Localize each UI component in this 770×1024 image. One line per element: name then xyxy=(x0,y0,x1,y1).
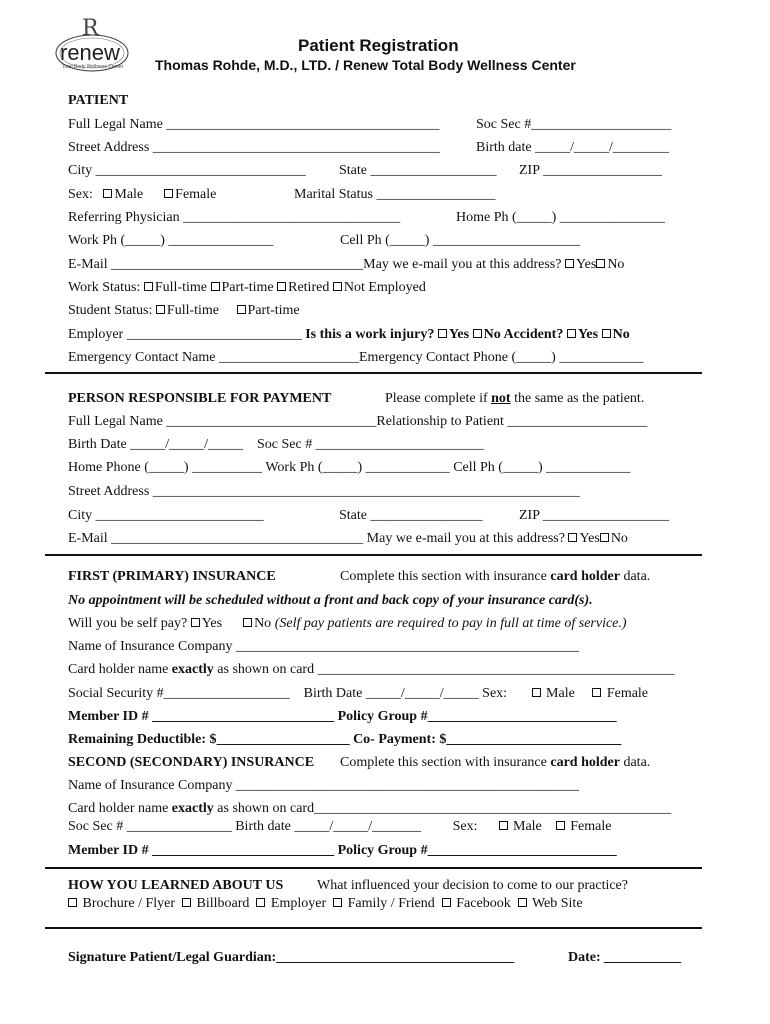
payer-work-ph-label: Work Ph ( xyxy=(265,460,323,475)
home-ph-field[interactable]: _____) _______________ xyxy=(516,210,665,225)
logo xyxy=(52,16,132,80)
payer-email-yes-checkbox[interactable] xyxy=(568,533,577,542)
payer-city-label: City xyxy=(68,508,93,523)
employer-option-label: Employer xyxy=(270,896,327,911)
referring-physician-label: Referring Physician xyxy=(68,210,180,225)
payer-birth-date-label: Birth Date xyxy=(68,437,127,452)
emergency-phone-label: Emergency Contact Phone ( xyxy=(358,350,517,365)
cell-ph-label: Cell Ph ( xyxy=(340,233,390,248)
primary-female-label: Female xyxy=(606,686,649,701)
insurance-company-label: Name of Insurance Company xyxy=(68,639,233,654)
zip-label: ZIP xyxy=(519,163,540,178)
full-legal-name-label: Full Legal Name xyxy=(68,117,163,132)
city-field[interactable]: ______________________________ xyxy=(95,163,306,178)
self-pay-note: (Self pay patients are required to pay in full at time of service.) xyxy=(274,616,627,631)
soc-sec-field[interactable]: ____________________ xyxy=(531,117,672,132)
primary-birth-date-label: Birth Date xyxy=(303,686,363,701)
emergency-name-label: Emergency Contact Name xyxy=(68,350,216,365)
signature-label: Signature Patient/Legal Guardian: xyxy=(68,950,277,965)
payer-email-field[interactable]: ____________________________________ xyxy=(111,531,364,546)
street-address-field[interactable]: _________________________________________ xyxy=(152,140,440,155)
co-payment-label: Co- Payment: $ xyxy=(353,732,447,747)
payment-heading: PERSON RESPONSIBLE FOR PAYMENT xyxy=(68,391,332,406)
home-ph-label: Home Ph ( xyxy=(456,210,517,225)
payer-cell-ph-label: Cell Ph ( xyxy=(453,460,503,475)
payer-state-field[interactable]: ________________ xyxy=(370,508,483,523)
primary-female-checkbox[interactable] xyxy=(592,688,601,697)
student-status-label: Student Status: xyxy=(68,303,153,318)
date-field[interactable]: ___________ xyxy=(604,950,682,965)
page-subtitle: Thomas Rohde, M.D., LTD. / Renew Total Body Wellness Center xyxy=(155,57,576,73)
secondary-female-label: Female xyxy=(570,819,612,834)
secondary-policy-group-field[interactable]: ___________________________ xyxy=(427,843,617,858)
not-employed-label: Not Employed xyxy=(343,280,426,295)
web-site-label: Web Site xyxy=(531,896,583,911)
self-pay-yes-label: Yes xyxy=(201,616,223,631)
female-checkbox[interactable] xyxy=(164,189,173,198)
billboard-checkbox[interactable] xyxy=(182,898,191,907)
work-injury-yes-label: Yes xyxy=(448,327,470,342)
payer-state-label: State xyxy=(339,508,367,523)
social-security-label: Social Security # xyxy=(68,686,164,701)
social-security-field[interactable]: __________________ xyxy=(163,686,290,701)
street-address-label: Street Address xyxy=(68,140,150,155)
student-part-time-label: Part-time xyxy=(247,303,300,318)
payer-email-yes-label: Yes xyxy=(579,531,600,546)
relationship-label: Relationship to Patient xyxy=(376,414,504,429)
self-pay-question: Will you be self pay? xyxy=(68,616,188,631)
work-full-time-checkbox[interactable] xyxy=(144,282,153,291)
learned-heading: HOW YOU LEARNED ABOUT US xyxy=(68,878,284,893)
marital-status-label: Marital Status xyxy=(294,187,373,202)
secondary-card-holder-field[interactable]: ___________________________________________________ xyxy=(314,801,672,816)
remaining-deductible-label: Remaining Deductible: $ xyxy=(68,732,217,747)
payer-home-phone-field[interactable]: _____) __________ xyxy=(148,460,263,475)
patient-heading: PATIENT xyxy=(68,93,129,108)
work-ph-label: Work Ph ( xyxy=(68,233,126,248)
primary-sex-label: Sex: xyxy=(482,686,508,701)
remaining-deductible-field[interactable]: ___________________ xyxy=(216,732,350,747)
may-email-label: May we e-mail you at this address? xyxy=(363,257,562,272)
primary-birth-date-field[interactable]: _____/_____/_____ xyxy=(365,686,479,701)
state-field[interactable]: __________________ xyxy=(370,163,497,178)
payer-home-phone-label: Home Phone ( xyxy=(68,460,149,475)
accident-yes-checkbox[interactable] xyxy=(567,329,576,338)
insurance-card-warning: No appointment will be scheduled without a front and back copy of your insurance card(s). xyxy=(68,593,593,608)
accident-no-label: No xyxy=(612,327,630,342)
section-divider xyxy=(45,927,702,929)
employer-checkbox[interactable] xyxy=(256,898,265,907)
payer-full-legal-name-field[interactable]: ______________________________ xyxy=(166,414,377,429)
payer-zip-field[interactable]: __________________ xyxy=(542,508,669,523)
work-injury-yes-checkbox[interactable] xyxy=(438,329,447,338)
payer-street-address-field[interactable]: _____________________________________________________________ xyxy=(152,484,580,499)
email-yes-label: Yes xyxy=(575,257,597,272)
family-friend-checkbox[interactable] xyxy=(333,898,342,907)
policy-group-field[interactable]: ___________________________ xyxy=(427,709,617,724)
student-part-time-checkbox[interactable] xyxy=(237,305,246,314)
payer-soc-sec-field[interactable]: ________________________ xyxy=(315,437,484,452)
student-full-time-label: Full-time xyxy=(166,303,220,318)
secondary-male-label: Male xyxy=(513,819,542,834)
payer-city-field[interactable]: ________________________ xyxy=(95,508,264,523)
male-checkbox[interactable] xyxy=(103,189,112,198)
retired-label: Retired xyxy=(288,280,330,295)
work-injury-label: Is this a work injury? xyxy=(305,327,435,342)
payer-email-no-checkbox[interactable] xyxy=(600,533,609,542)
emergency-phone-field[interactable]: _____) ____________ xyxy=(516,350,644,365)
secondary-female-checkbox[interactable] xyxy=(556,821,565,830)
work-ph-field[interactable]: _____) _______________ xyxy=(125,233,274,248)
primary-male-label: Male xyxy=(546,686,575,701)
learned-options xyxy=(68,896,583,912)
web-site-checkbox[interactable] xyxy=(518,898,527,907)
payer-soc-sec-label: Soc Sec # xyxy=(257,437,313,452)
payer-birth-date-field[interactable]: _____/_____/_____ xyxy=(130,437,243,452)
email-no-checkbox[interactable] xyxy=(596,259,605,268)
emergency-name-field[interactable]: ____________________ xyxy=(218,350,359,365)
employer-label: Employer xyxy=(68,327,124,342)
cell-ph-field[interactable]: _____) _____________________ xyxy=(389,233,580,248)
card-holder-field[interactable]: ___________________________________________________ xyxy=(317,662,675,677)
accident-label: Accident? xyxy=(503,327,564,342)
section-divider xyxy=(45,554,702,556)
card-holder-label: Card holder name exactly as shown on card xyxy=(68,662,315,677)
state-label: State xyxy=(339,163,367,178)
section-divider xyxy=(45,372,702,374)
soc-sec-label: Soc Sec # xyxy=(476,117,532,132)
email-label: E-Mail xyxy=(68,257,108,272)
facebook-label: Facebook xyxy=(456,896,511,911)
city-label: City xyxy=(68,163,93,178)
work-status-label: Work Status: xyxy=(68,280,141,295)
student-full-time-checkbox[interactable] xyxy=(156,305,165,314)
learned-question: What influenced your decision to come to our practice? xyxy=(317,878,628,893)
email-field[interactable]: ____________________________________ xyxy=(111,257,364,272)
self-pay-no-checkbox[interactable] xyxy=(243,618,252,627)
secondary-birth-date-label: Birth date xyxy=(235,819,291,834)
payer-work-ph-field[interactable]: _____) ____________ xyxy=(322,460,450,475)
logo-mark: R xyxy=(82,16,99,41)
email-yes-checkbox[interactable] xyxy=(565,259,574,268)
secondary-policy-group-label: Policy Group # xyxy=(337,843,428,858)
brochure-label: Brochure / Flyer xyxy=(82,896,176,911)
family-friend-label: Family / Friend xyxy=(347,896,435,911)
page-title: Patient Registration xyxy=(298,36,459,55)
member-id-label: Member ID # xyxy=(68,709,149,724)
co-payment-field[interactable]: _________________________ xyxy=(446,732,622,747)
birth-date-label: Birth date xyxy=(476,140,532,155)
self-pay-yes-checkbox[interactable] xyxy=(191,618,200,627)
zip-field[interactable]: _________________ xyxy=(542,163,662,178)
secondary-sex-label: Sex: xyxy=(452,819,478,834)
member-id-field[interactable]: __________________________ xyxy=(152,709,335,724)
secondary-birth-date-field[interactable]: _____/_____/_______ xyxy=(294,819,422,834)
retired-checkbox[interactable] xyxy=(277,282,286,291)
brochure-checkbox[interactable] xyxy=(68,898,77,907)
secondary-note: Complete this section with insurance card holder data. xyxy=(340,755,651,770)
male-label: Male xyxy=(114,187,144,202)
secondary-card-holder-label: Card holder name exactly as shown on card xyxy=(68,801,315,816)
not-employed-checkbox[interactable] xyxy=(333,282,342,291)
facebook-checkbox[interactable] xyxy=(442,898,451,907)
logo-name: renew xyxy=(60,40,120,65)
policy-group-label: Policy Group # xyxy=(337,709,428,724)
work-injury-no-checkbox[interactable] xyxy=(473,329,482,338)
full-legal-name-field[interactable]: _______________________________________ xyxy=(166,117,440,132)
secondary-insurance-company-label: Name of Insurance Company xyxy=(68,778,233,793)
referring-physician-field[interactable]: _______________________________ xyxy=(183,210,401,225)
primary-male-checkbox[interactable] xyxy=(532,688,541,697)
birth-date-field[interactable]: _____/_____/________ xyxy=(535,140,669,155)
secondary-heading: SECOND (SECONDARY) INSURANCE xyxy=(68,755,315,770)
payer-email-no-label: No xyxy=(610,531,628,546)
secondary-member-id-field[interactable]: __________________________ xyxy=(152,843,335,858)
secondary-soc-sec-label: Soc Sec # xyxy=(68,819,124,834)
female-label: Female xyxy=(175,187,217,202)
date-label: Date: xyxy=(568,950,601,965)
marital-status-field[interactable]: _________________ xyxy=(376,187,496,202)
primary-note: Complete this section with insurance card holder data. xyxy=(340,569,651,584)
payer-zip-label: ZIP xyxy=(519,508,540,523)
payer-street-address-label: Street Address xyxy=(68,484,150,499)
work-part-time-label: Part-time xyxy=(221,280,274,295)
primary-heading: FIRST (PRIMARY) INSURANCE xyxy=(68,569,276,584)
email-no-label: No xyxy=(607,257,625,272)
secondary-insurance-company-field[interactable]: _________________________________________________ xyxy=(235,778,579,793)
payer-may-email-label: May we e-mail you at this address? xyxy=(366,531,565,546)
payer-full-legal-name-label: Full Legal Name xyxy=(68,414,163,429)
payment-note: Please complete if not the same as the patient. xyxy=(385,391,645,406)
billboard-label: Billboard xyxy=(196,896,250,911)
secondary-soc-sec-field[interactable]: _______________ xyxy=(126,819,232,834)
work-part-time-checkbox[interactable] xyxy=(211,282,220,291)
payer-email-label: E-Mail xyxy=(68,531,108,546)
accident-no-checkbox[interactable] xyxy=(602,329,611,338)
relationship-field[interactable]: ____________________ xyxy=(507,414,648,429)
employer-field[interactable]: _________________________ xyxy=(126,327,302,342)
secondary-male-checkbox[interactable] xyxy=(499,821,508,830)
work-injury-no-label: No xyxy=(483,327,501,342)
section-divider xyxy=(45,867,702,869)
sex-label: Sex: xyxy=(68,187,93,202)
payer-cell-ph-field[interactable]: _____) ____________ xyxy=(502,460,631,475)
logo-tagline: Total Body Wellness Center xyxy=(62,64,124,70)
work-full-time-label: Full-time xyxy=(154,280,207,295)
accident-yes-label: Yes xyxy=(577,327,599,342)
signature-field[interactable]: __________________________________ xyxy=(276,950,515,965)
insurance-company-field[interactable]: _________________________________________________ xyxy=(235,639,579,654)
secondary-member-id-label: Member ID # xyxy=(68,843,149,858)
self-pay-no-label: No xyxy=(254,616,272,631)
